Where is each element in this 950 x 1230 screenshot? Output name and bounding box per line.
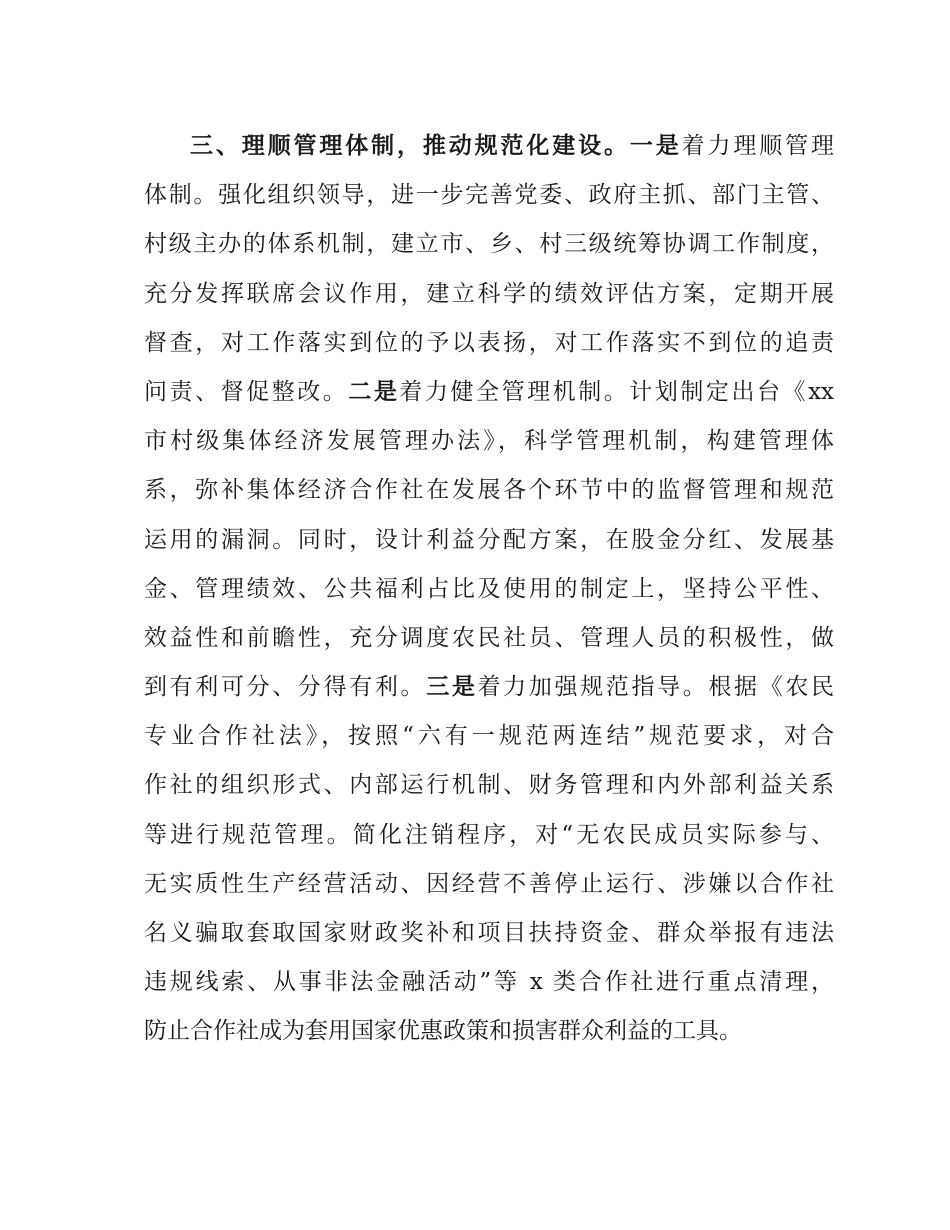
text-line	[144, 614, 834, 663]
body-text: 系，弥补集体经济合作社在发展各个环节中的监督管理和规范	[144, 477, 834, 504]
body-text: 着力加强规范指导。根据《农民	[477, 674, 835, 701]
text-line	[144, 171, 834, 220]
body-text: 村级主办的体系机制，建立市、乡、村三级统筹协调工作制度，	[144, 231, 834, 258]
text-line	[144, 860, 834, 909]
body-text: 金、管理绩效、公共福利占比及使用的制定上，坚持公平性、	[144, 575, 834, 602]
bold-heading-text: 三、理顺管理体制，推动规范化建设。一是	[190, 133, 682, 159]
text-line	[144, 565, 834, 614]
text-line	[144, 761, 834, 810]
text-line	[144, 270, 834, 319]
text-line	[144, 516, 834, 565]
text-line	[144, 712, 834, 761]
text-line	[144, 663, 834, 712]
text-line	[144, 466, 834, 515]
text-line	[144, 811, 834, 860]
text-line	[144, 958, 834, 1007]
body-text: 作社的组织形式、内部运行机制、财务管理和内外部利益关系	[144, 772, 834, 799]
body-text: 充分发挥联席会议作用，建立科学的绩效评估方案，定期开展	[144, 280, 834, 307]
body-paragraph	[144, 122, 834, 1057]
body-text: 无实质性生产经营活动、因经营不善停止运行、涉嫌以合作社	[144, 870, 834, 897]
text-line	[144, 368, 834, 417]
bold-heading-text: 三是	[426, 674, 478, 701]
body-text: 等进行规范管理。简化注销程序，对“无农民成员实际参与、	[144, 821, 834, 848]
body-text: 市村级集体经济发展管理办法》，科学管理机制，构建管理体	[144, 428, 834, 455]
body-text: 专业合作社法》，按照“六有一规范两连结”规范要求，对合	[144, 723, 834, 750]
body-text: 着力理顺管理	[681, 133, 834, 159]
body-text: 到有利可分、分得有利。	[144, 674, 427, 701]
text-line	[144, 319, 834, 368]
body-text: 效益性和前瞻性，充分调度农民社员、管理人员的积极性，做	[144, 624, 834, 651]
text-line	[144, 1007, 834, 1056]
body-text: 督查，对工作落实到位的予以表扬，对工作落实不到位的追责	[144, 329, 834, 356]
body-text: 问责、督促整改。	[144, 378, 349, 405]
text-line	[144, 909, 834, 958]
body-text: 运用的漏洞。同时，设计利益分配方案，在股金分红、发展基	[144, 526, 834, 553]
body-text: 违规线索、从事非法金融活动”等 x 类合作社进行重点清理，	[144, 969, 834, 996]
body-text: 体制。强化组织领导，进一步完善党委、政府主抓、部门主管、	[144, 182, 834, 209]
text-line	[144, 220, 834, 269]
body-text: 防止合作社成为套用国家优惠政策和损害群众利益的工具。	[144, 1018, 742, 1045]
body-text: 着力健全管理机制。计划制定出台《xx	[399, 378, 835, 405]
body-text: 名义骗取套取国家财政奖补和项目扶持资金、群众举报有违法	[144, 920, 834, 946]
text-line	[144, 417, 834, 466]
text-line	[144, 122, 834, 171]
bold-heading-text: 二是	[348, 378, 400, 405]
